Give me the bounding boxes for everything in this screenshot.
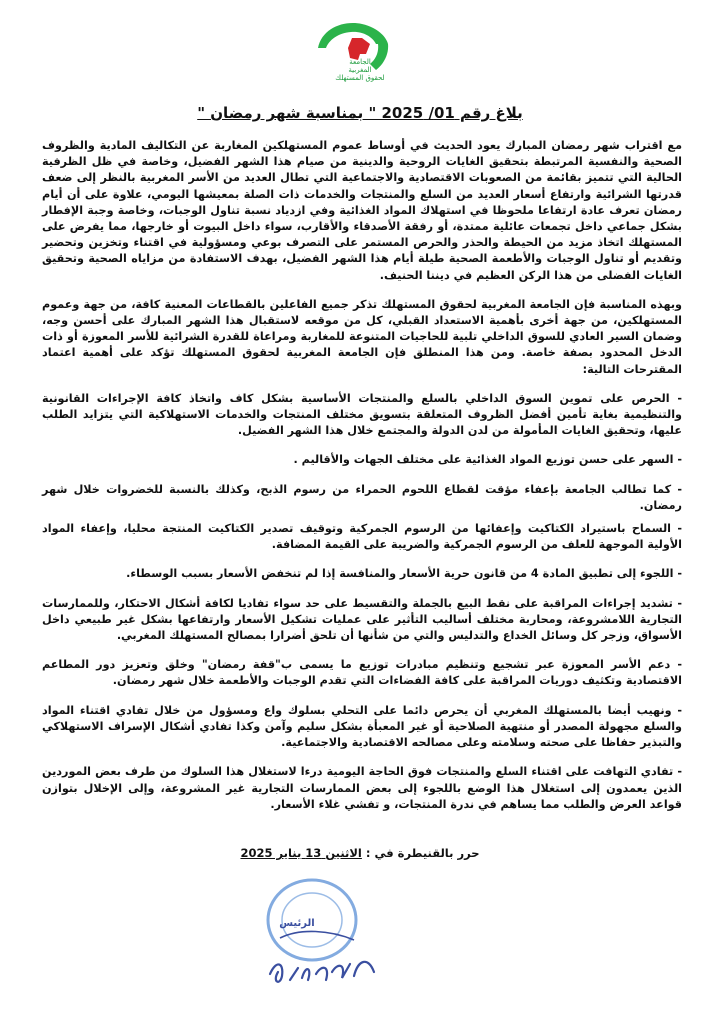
signature-place: حرر بالقنيطرة في : [365,846,480,860]
proposal-item: - السهر على حسن توزيع المواد الغذائية على مختلف الجهات والأقاليم . [293,453,682,467]
proposal-item: - تشديد إجراءات المراقبة على نقط البيع بالجملة والتقسيط على حد سواء تفاديا لكافة أشكال الاحتكار، وللممارسات التجارية اللامشروعة، ومحاربة مختلف أساليب التأثير على عمليات تشكيل الأسعار وارتفاعها بشكل غير طبيعي داخل الأسواق، وزجر كل وسائل الخداع والتدليس والتي من شأنها أن تلحق أضرارا بمصالح المستهلك المغربي. [42,596,682,643]
signature-date: الاثنين 13 يناير 2025 [240,846,362,860]
proposal-item: - السماح باستيراد الكتاكيت وإعفائها من الرسوم الجمركية وتوقيف تصدير الكتاكيت المنتجة محليا، وإعفاء المواد الأولية الموجهة للعلف من الرسوم الجمركية والضريبة على القيمة المضافة. [42,522,682,552]
proposal-item: - الحرص على تموين السوق الداخلي بالسلع والمنتجات الأساسية بشكل كاف واتخاذ كافة الإجراءات القانونية والتنظيمية بغاية تأمين أفضل الظروف المتعلقة بتسويق مختلف المنتجات والخدمات الاستهلاكية التي يتزايد الطلب عليها، وتحقيق الغايات المأمولة من لدن الدولة والمجتمع خلال هذا الشهر الفضيل. [42,391,682,438]
federation-logo [296,14,408,92]
official-stamp [250,868,390,998]
stamp-label: الرئيس [279,918,315,929]
logo-line-1: الجامعة [349,58,371,66]
proposal-item: - ونهيب أيضا بالمستهلك المغربي أن يحرص دائما على التحلي بسلوك واع ومسؤول من خلال تفادي اقتناء المواد والسلع مجهولة المصدر أو منتهية الصلاحية أو غير المعبأة بشكل سليم وآمن وكذا تفادي أشكال الإسراف الاستهلاكي والتبذير حفاظا على صحته وسلامته وعلى مصالحه الاقتصادية والاجتماعية. [42,703,682,750]
proposal-item: - تفادي التهافت على اقتناء السلع والمنتجات فوق الحاجة اليومية درءا لاستغلال هذا السلوك من طرف بعض الموردين الذين يعمدون إلى استغلال هذا الوضع باللجوء إلى بعض الممارسات التجارية غير المشروعة، وإلى الإخلال بتوازن قواعد العرض والطلب مما يساهم في ندرة المنتجات، و تفشي غلاء الأسعار. [42,765,682,811]
intro-paragraph: مع اقتراب شهر رمضان المبارك يعود الحديث في أوساط عموم المستهلكين المغاربة عن التكاليف المادية والظروف الصحية والنفسية المرتبطة بتحقيق الغايات الروحية والدينية من صيام هذا الشهر الفضيل، وخاصة في ظل الظرفية الحالية التي تتميز بقائمة من الصعوبات الاقتصادية والاجتماعية التي تطال العديد من الأسر المغربية بالنظر إلى ضعف قدرتها الشرائية وارتفاع أسعار العديد من السلع والمنتجات والخدمات ذات الصلة بمعيشها اليومي، علاوة على أن أيام رمضان تعرف عادة ارتفاعا ملحوظا في استهلاك المواد الغذائية وفي ازدياد نسبة تناول الوجبات، وخاصة وجبة الإفطار بشكل جماعي داخل تجمعات عائلية ممتدة، أو رفقة الأصدقاء والأقارب، سواء داخل البيوت أو خارجها، مما يفرض على المستهلك اتخاذ مزيد من الحيطة والحذر والحرص المستمر على التصرف بوعي ومسؤولية في اقتناء وتخزين وتحضير وتقديم أو تناول الوجبات والأطعمة الصحية طيلة أيام هذا الشهر الفضيل، بهدف الاستفادة من مزاياه الصحية وتحقيق الغايات الفضلى من هذا الركن العظيم في ديننا الحنيف. [42,139,682,282]
document-title: بلاغ رقم 01/ 2025 " بمناسبة شهر رمضان " [197,104,523,122]
logo-text [334,58,386,82]
signature-line [200,846,520,860]
logo-line-3: لحقوق المستهلك [335,74,385,82]
proposal-item: - دعم الأسر المعوزة عبر تشجيع وتنظيم مبادرات توزيع ما يسمى ب"قفة رمضان" وخلق وتعزيز دور المطاعم الاقتصادية وتكثيف دوريات المراقبة على كافة الفضاءات التي تقدم الوجبات والأطعمة خلال شهر رمضان. [42,658,682,688]
proposal-item: - اللجوء إلى تطبيق المادة 4 من قانون حرية الأسعار والمنافسة إذا لم تنخفض الأسعار بسبب الوسطاء. [126,567,682,581]
proposal-item: - كما تطالب الجامعة بإعفاء مؤقت لقطاع اللحوم الحمراء من رسوم الذبح، وكذلك بالنسبة للخضروات خلال شهر رمضان. [42,482,682,512]
stamp-seal-icon [250,868,390,998]
context-paragraph: وبهذه المناسبة فإن الجامعة المغربية لحقوق المستهلك تذكر جميع الفاعلين بالقطاعات المعنية كافة، من جهة وعموم المستهلكين، من جهة أخرى بأهمية الاستعداد القبلي، كل من موقعه لاستقبال هذا الشهر المبارك على أحسن وجه، وضمان السير العادي للسوق الداخلي تلبية للحاجيات المتنوعة للمغاربة ومراعاة للقدرة الشرائية للأسر المعوزة أو ذات الدخل المحدود بصفة خاصة. ومن هذا المنطلق فإن الجامعة المغربية لحقوق المستهلك تؤكد على أهمية اعتماد المقترحات التالية: [42,297,682,376]
logo-line-2: المغربية [348,66,372,74]
document-body [42,138,682,820]
